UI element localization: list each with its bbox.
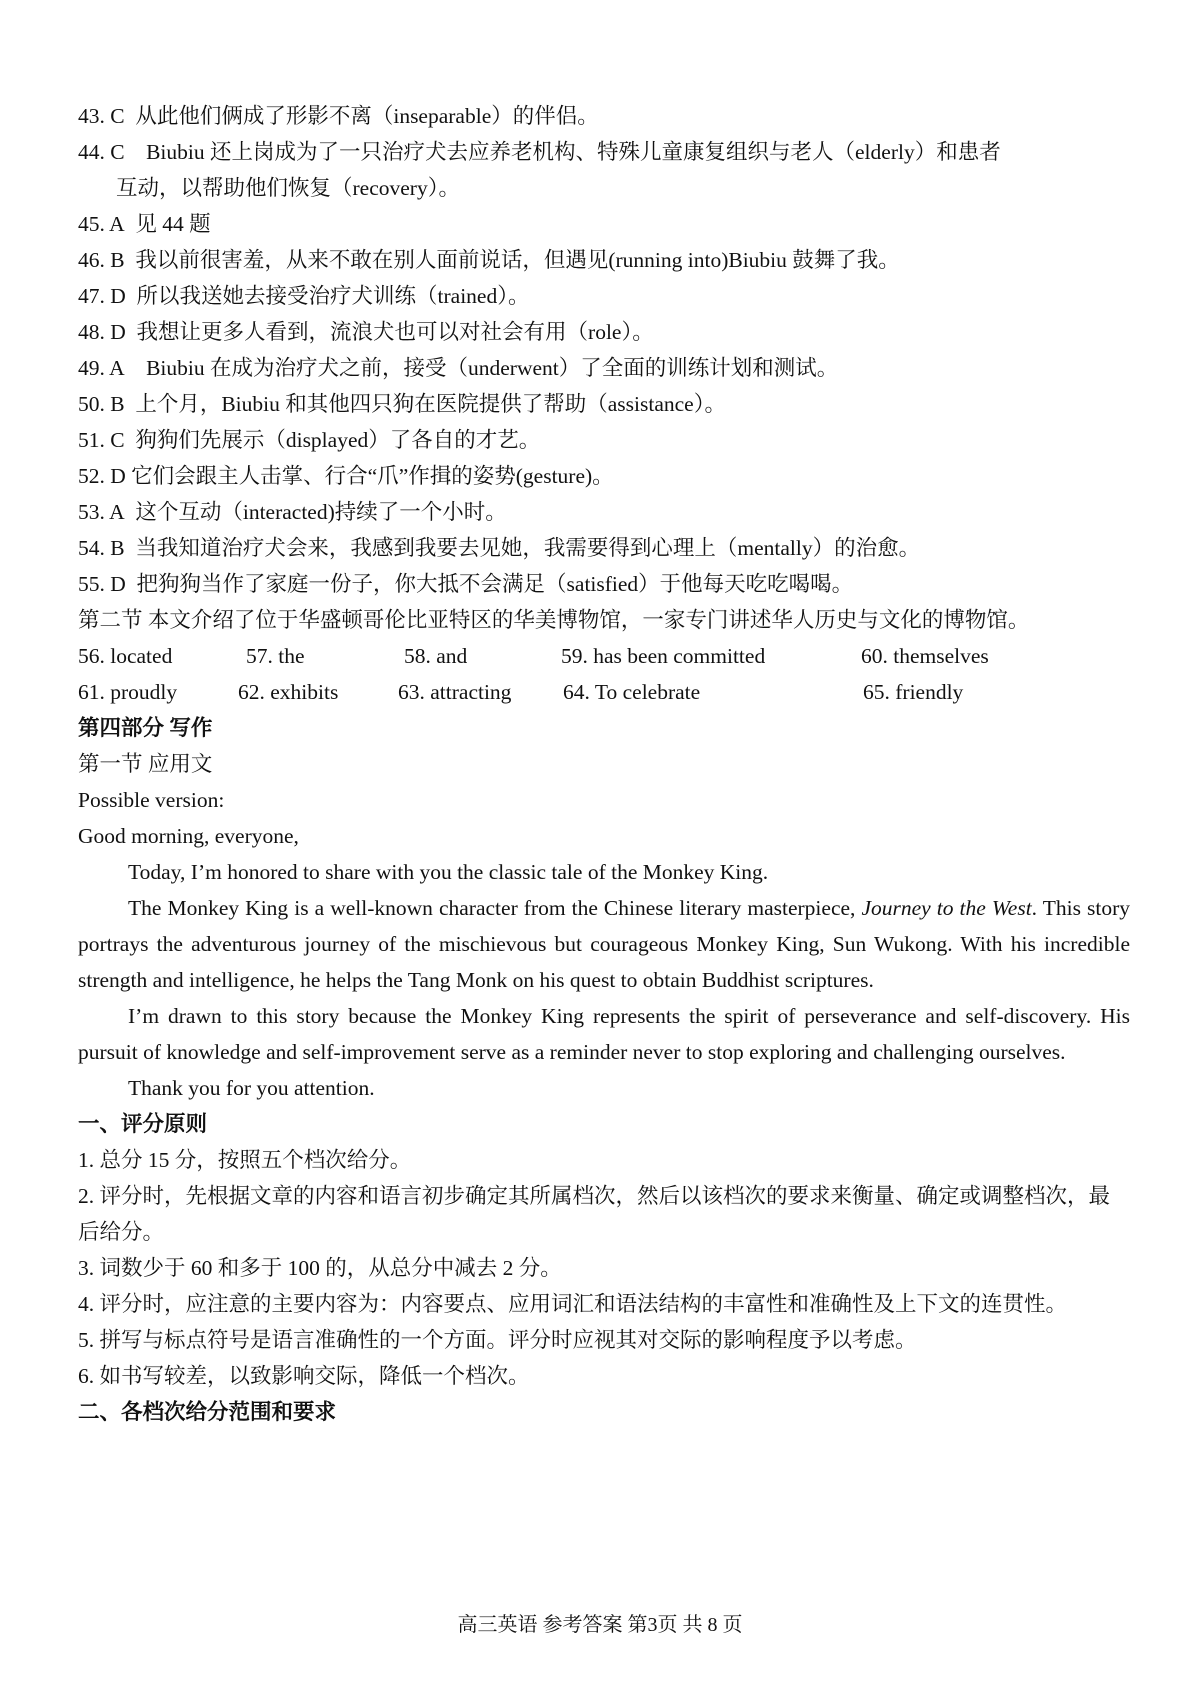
answer-54: 54. B 当我知道治疗犬会来，我感到我要去见她，我需要得到心理上（mentally）的治愈。 bbox=[78, 536, 921, 560]
fill-answer: 61. proudly bbox=[78, 680, 178, 704]
answer-48: 48. D 我想让更多人看到，流浪犬也可以对社会有用（role）。 bbox=[78, 320, 654, 344]
book-title: Journey to the West bbox=[861, 896, 1032, 920]
fill-answer: 56. located bbox=[78, 644, 173, 668]
essay-closing: Thank you for you attention. bbox=[128, 1076, 375, 1100]
answer-47: 47. D 所以我送她去接受治疗犬训练（trained）。 bbox=[78, 284, 530, 308]
answer-page bbox=[78, 98, 1130, 1430]
answer-45: 45. A 见 44 题 bbox=[78, 212, 211, 236]
answer-49: 49. A Biubiu 在成为治疗犬之前，接受（underwent）了全面的训练计划和测试。 bbox=[78, 356, 839, 380]
principle-2: 2. 评分时，先根据文章的内容和语言初步确定其所属档次，然后以该档次的要求来衡量、确定或调整档次，最后给分。 bbox=[78, 1184, 1111, 1244]
essay-paragraph-3: I’m drawn to this story because the Monkey King represents the spirit of perseverance and self-discovery. His pursuit of knowledge and self-improvement serve as a reminder never to stop exploring and challenging ourselves. bbox=[78, 1004, 1130, 1064]
essay-greeting: Good morning, everyone, bbox=[78, 824, 299, 848]
part4-heading: 第四部分 写作 bbox=[78, 716, 213, 740]
fill-row-1 bbox=[78, 638, 1130, 674]
essay-paragraph-2: The Monkey King is a well-known character from the Chinese literary masterpiece, Journey to the West. This story portrays the adventurous journey of the mischievous but courageous Monkey King, Sun Wukong. With his incredible strength and intelligence, he helps the Tang Monk on his quest to obtain Buddhist scriptures. bbox=[78, 896, 1130, 992]
answer-43: 43. C 从此他们俩成了形影不离（inseparable）的伴侣。 bbox=[78, 104, 599, 128]
fill-answer: 63. attracting bbox=[398, 680, 512, 704]
essay-paragraph-1: Today, I’m honored to share with you the classic tale of the Monkey King. bbox=[128, 860, 769, 884]
principle-4: 4. 评分时，应注意的主要内容为：内容要点、应用词汇和语法结构的丰富性和准确性及上下文的连贯性。 bbox=[78, 1292, 1068, 1316]
answer-55: 55. D 把狗狗当作了家庭一份子，你大抵不会满足（satisfied）于他每天吃吃喝喝。 bbox=[78, 572, 854, 596]
page-footer: 高三英语 参考答案 第3页 共 8 页 bbox=[457, 1614, 743, 1636]
possible-version-label: Possible version: bbox=[78, 788, 225, 812]
principle-6: 6. 如书写较差，以致影响交际，降低一个档次。 bbox=[78, 1364, 530, 1388]
answer-53: 53. A 这个互动（interacted)持续了一个小时。 bbox=[78, 500, 507, 524]
fill-answer: 62. exhibits bbox=[238, 680, 339, 704]
fill-answer: 59. has been committed bbox=[561, 644, 766, 668]
fill-answer: 65. friendly bbox=[863, 680, 964, 704]
principle-5: 5. 拼写与标点符号是语言准确性的一个方面。评分时应视其对交际的影响程度予以考虑。 bbox=[78, 1328, 917, 1352]
levels-heading: 二、各档次给分范围和要求 bbox=[78, 1400, 337, 1424]
answer-52: 52. D 它们会跟主人击掌、行合“爪”作揖的姿势(gesture)。 bbox=[78, 464, 614, 488]
principle-1: 1. 总分 15 分，按照五个档次给分。 bbox=[78, 1148, 412, 1172]
section2-intro: 第二节 本文介绍了位于华盛顿哥伦比亚特区的华美博物馆，一家专门讲述华人历史与文化的博物馆。 bbox=[78, 608, 1030, 632]
section1-heading: 第一节 应用文 bbox=[78, 752, 213, 776]
answer-44: 44. C Biubiu 还上岗成为了一只治疗犬去应养老机构、特殊儿童康复组织与老人（elderly）和患者 bbox=[78, 140, 1001, 164]
fill-row-2 bbox=[78, 674, 1130, 710]
fill-answer: 60. themselves bbox=[861, 644, 989, 668]
principle-3: 3. 词数少于 60 和多于 100 的，从总分中减去 2 分。 bbox=[78, 1256, 562, 1280]
fill-answer: 64. To celebrate bbox=[563, 680, 701, 704]
answer-51: 51. C 狗狗们先展示（displayed）了各自的才艺。 bbox=[78, 428, 541, 452]
answer-44-cont: 互动，以帮助他们恢复（recovery）。 bbox=[116, 176, 460, 200]
principles-heading: 一、评分原则 bbox=[78, 1112, 208, 1136]
answer-46: 46. B 我以前很害羞，从来不敢在别人面前说话，但遇见(running into)Biubiu 鼓舞了我。 bbox=[78, 248, 900, 272]
fill-answer: 57. the bbox=[246, 644, 305, 668]
answer-50: 50. B 上个月，Biubiu 和其他四只狗在医院提供了帮助（assistance）。 bbox=[78, 392, 726, 416]
fill-answer: 58. and bbox=[404, 644, 468, 668]
